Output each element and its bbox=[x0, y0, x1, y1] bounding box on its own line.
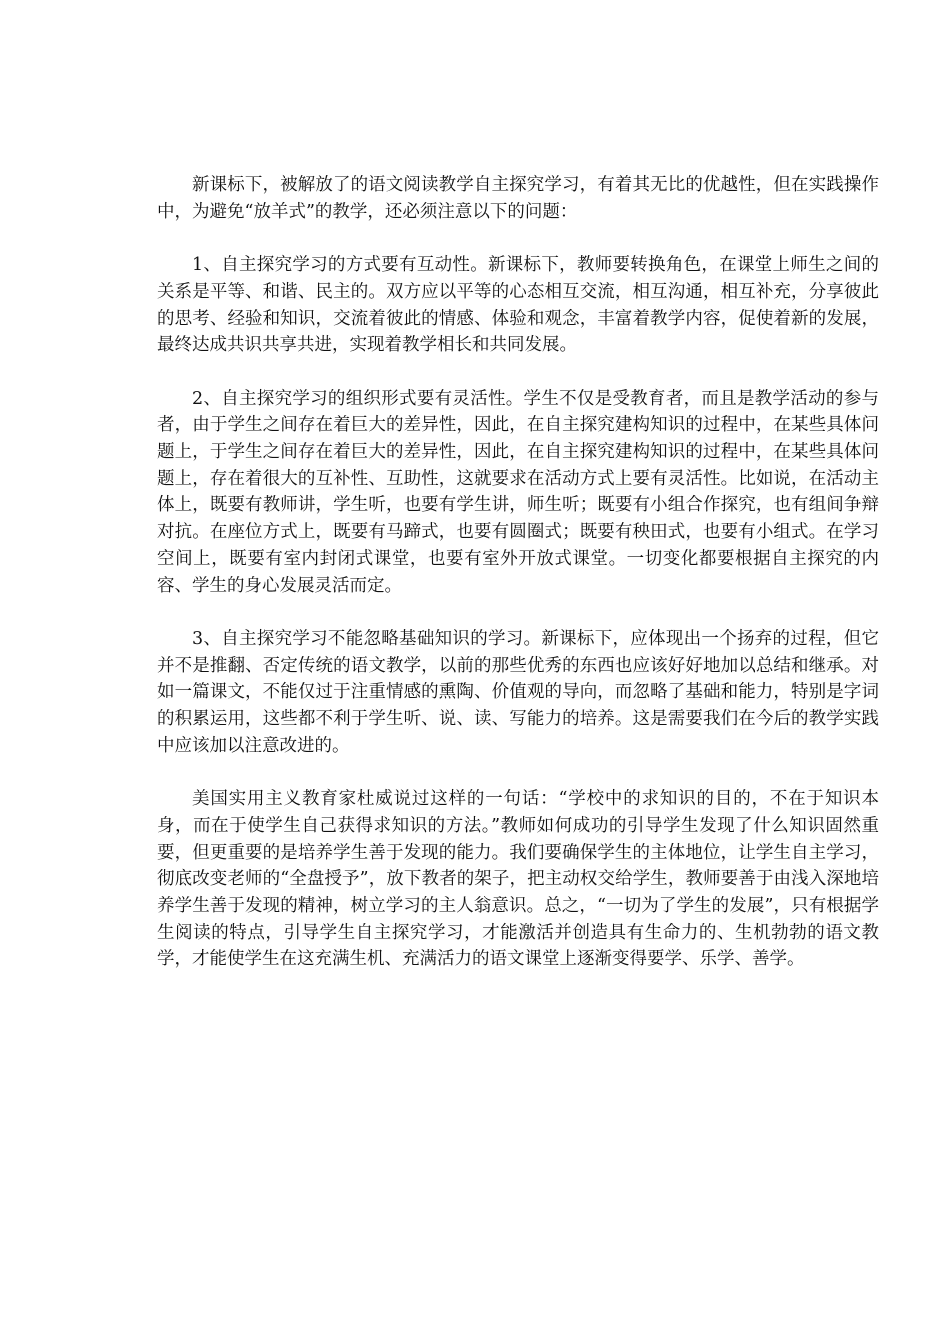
paragraph-intro: 新课标下，被解放了的语文阅读教学自主探究学习，有着其无比的优越性，但在实践操作中，为避免“放羊式”的教学，还必须注意以下的问题： bbox=[157, 175, 879, 222]
paragraph-point-2: 2、自主探究学习的组织形式要有灵活性。学生不仅是受教育者，而且是教学活动的参与者，由于学生之间存在着巨大的差异性，因此，在自主探究建构知识的过程中，在某些具体问题上，于学生之间存在着巨大的差异性，因此，在自主探究建构知识的过程中，在某些具体问题上，存在着很大的互补性、互助性，这就要求在活动方式上要有灵活性。比如说，在活动主体上，既要有教师讲，学生听，也要有学生讲，师生听；既要有小组合作探究，也有组间争辩对抗。在座位方式上，既要有马蹄式，也要有圆圈式；既要有秧田式，也要有小组式。在学习空间上，既要有室内封闭式课堂，也要有室外开放式课堂。一切变化都要根据自主探究的内容、学生的身心发展灵活而定。 bbox=[157, 388, 879, 596]
paragraph-point-1: 1、自主探究学习的方式要有互动性。新课标下，教师要转换角色，在课堂上师生之间的关系是平等、和谐、民主的。双方应以平等的心态相互交流，相互沟通，相互补充，分享彼此的思考、经验和知识，交流着彼此的情感、体验和观念，丰富着教学内容，促使着新的发展，最终达成共识共享共进，实现着教学相长和共同发展。 bbox=[157, 255, 879, 356]
paragraph-conclusion: 美国实用主义教育家杜威说过这样的一句话：“学校中的求知识的目的，不在于知识本身，而在于使学生自己获得求知识的方法。”教师如何成功的引导学生发现了什么知识固然重要，但更重要的是培养学生善于发现的能力。我们要确保学生的主体地位，让学生自主学习，彻底改变老师的“全盘授予”，放下教者的架子，把主动权交给学生，教师要善于由浅入深地培养学生善于发现的精神，树立学习的主人翁意识。总之，“一切为了学生的发展”，只有根据学生阅读的特点，引导学生自主探究学习，才能激活并创造具有生命力的、生机勃勃的语文教学，才能使学生在这充满生机、充满活力的语文课堂上逐渐变得要学、乐学、善学。 bbox=[157, 789, 879, 970]
document-body bbox=[157, 172, 879, 1000]
paragraph-point-3: 3、自主探究学习不能忽略基础知识的学习。新课标下，应体现出一个扬弃的过程，但它并不是推翻、否定传统的语文教学，以前的那些优秀的东西也应该好好地加以总结和继承。对如一篇课文，不能仅过于注重情感的熏陶、价值观的导向，而忽略了基础和能力，特别是字词的积累运用，这些都不利于学生听、说、读、写能力的培养。这是需要我们在今后的教学实践中应该加以注意改进的。 bbox=[157, 628, 879, 756]
